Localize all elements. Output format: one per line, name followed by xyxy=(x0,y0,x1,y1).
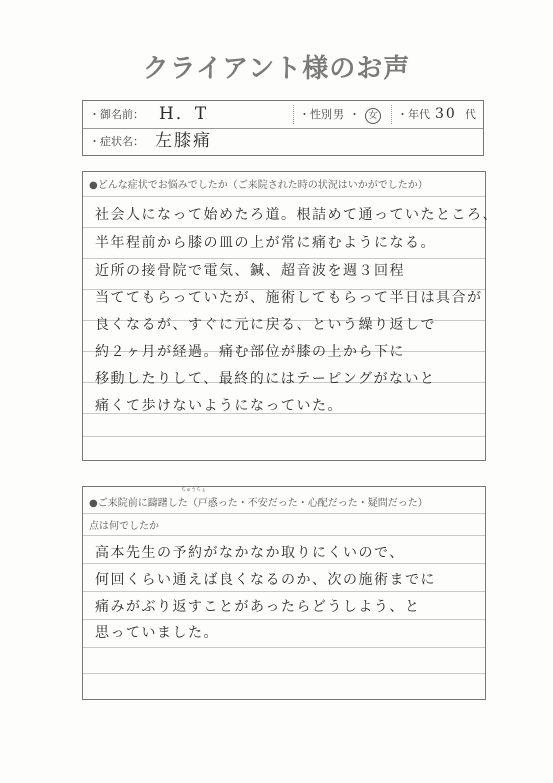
handwritten-line: 近所の接骨院で電気、鍼、超音波を週３回程 xyxy=(95,263,405,279)
handwritten-line: 良くなるが、すぐに元に戻る、という繰り返しで xyxy=(95,317,436,333)
age-unit: 代 xyxy=(465,108,476,121)
gender-female-circled: 女 xyxy=(365,101,381,128)
ruled-line xyxy=(83,673,485,674)
symptom-label: ・症状名： xyxy=(89,135,144,148)
ruby-annotation: ちゅうちょ xyxy=(181,487,207,493)
hesitation-section xyxy=(82,486,486,700)
gender-separator: ・ xyxy=(349,108,360,121)
info-row-bottom xyxy=(83,128,483,155)
handwritten-line: 半年程前から膝の皿の上が常に痛むようになる。 xyxy=(95,235,436,251)
ruled-line xyxy=(83,436,485,437)
handwritten-line: 高本先生の予約がなかなか取りにくいので、 xyxy=(95,545,405,561)
gender-male: 男 xyxy=(333,108,344,121)
age-label: ・年代 xyxy=(397,108,430,121)
handwritten-line: 痛くて歩けないようになっていた。 xyxy=(95,398,343,414)
name-value: H．T xyxy=(159,104,209,124)
symptom-value: 左膝痛 xyxy=(155,131,212,151)
section2-subheading: 点は何でしたか xyxy=(89,521,159,532)
ruled-line xyxy=(83,647,485,648)
client-info-table xyxy=(82,100,484,156)
ruled-line xyxy=(83,513,485,514)
info-row-top xyxy=(83,101,483,129)
ruled-line xyxy=(83,196,485,197)
handwritten-line: 痛みがぶり返すことがあったらどうしよう、と xyxy=(95,599,421,615)
divider xyxy=(391,105,392,124)
handwritten-line: 約２ヶ月が経過。痛む部位が膝の上から下に xyxy=(95,344,405,360)
symptom-section xyxy=(82,171,498,461)
divider xyxy=(293,105,294,124)
name-label: ・御名前： xyxy=(89,108,144,121)
ruled-line xyxy=(83,591,485,592)
ruled-line xyxy=(83,619,485,620)
age-value: 30 xyxy=(435,106,457,122)
ruled-line xyxy=(83,535,485,536)
gender-label: ・性別 xyxy=(299,108,332,121)
handwritten-line: 社会人になって始めたろ道。根詰めて通っていたところ、 xyxy=(95,207,498,223)
handwritten-line: 何回くらい通えば良くなるのか、次の施術までに xyxy=(95,572,436,588)
handwritten-line: 当ててもらっていたが、施術してもらって半日は具合が xyxy=(95,290,483,306)
page-title: クライアント様のお声 xyxy=(142,54,411,84)
handwritten-line: 移動したりして、最終的にはテーピングがないと xyxy=(95,371,436,387)
ruled-line xyxy=(83,258,485,259)
ruled-line xyxy=(83,563,485,564)
handwritten-line: 思っていました。 xyxy=(95,625,219,641)
section2-heading: ●ご来院前に躊躇した（戸惑った・不安だった・心配だった・疑問だった） xyxy=(89,498,428,509)
ruled-line xyxy=(83,227,485,228)
section1-heading: ●どんな症状でお悩みでしたか（ご来院された時の状況はいかがでしたか） xyxy=(89,180,428,191)
